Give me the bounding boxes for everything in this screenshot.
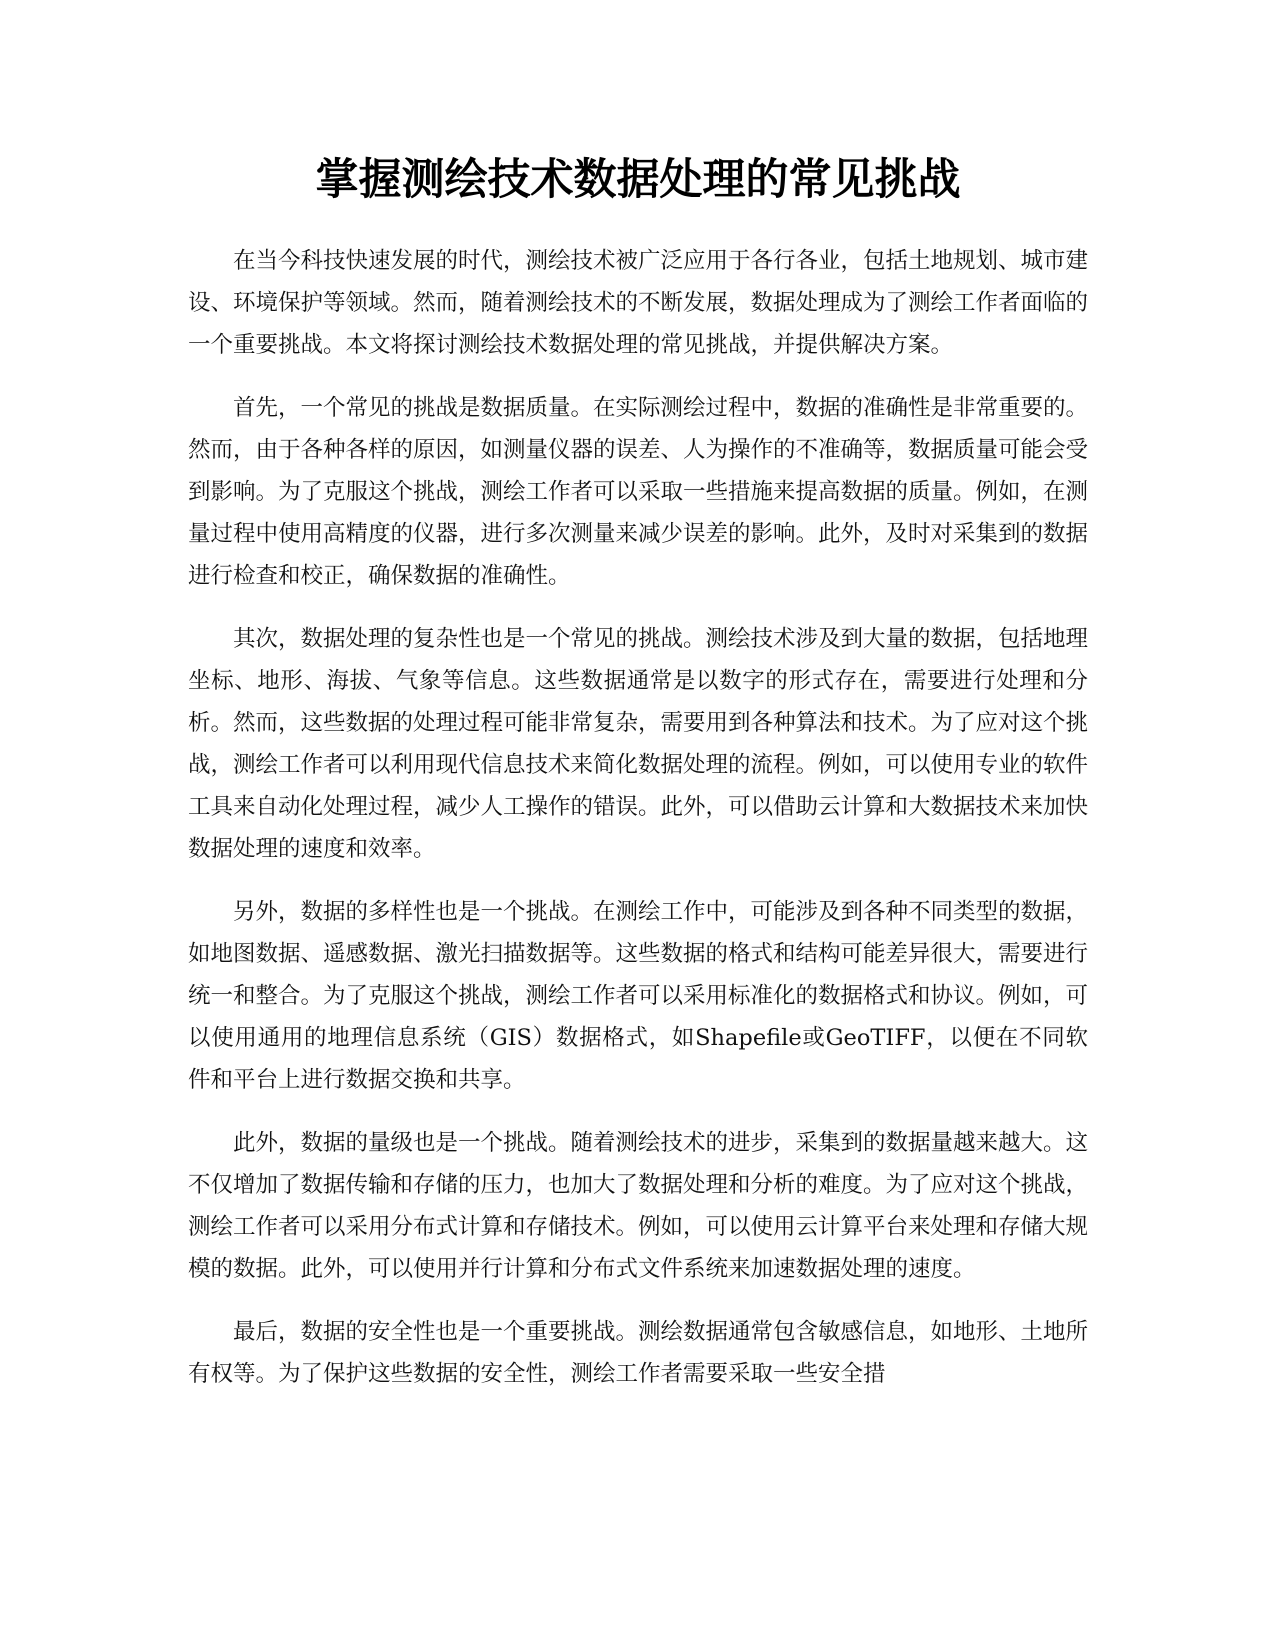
document-title: 掌握测绘技术数据处理的常见挑战: [315, 155, 961, 205]
document-body: [188, 240, 1088, 1416]
paragraph-2: 首先，一个常见的挑战是数据质量。在实际测绘过程中，数据的准确性是非常重要的。然而，由于各种各样的原因，如测量仪器的误差、人为操作的不准确等，数据质量可能会受到影响。为了克服这个挑战，测绘工作者可以采取一些措施来提高数据的质量。例如，在测量过程中使用高精度的仪器，进行多次测量来减少误差的影响。此外，及时对采集到的数据进行检查和校正，确保数据的准确性。: [188, 395, 1089, 589]
paragraph-5: 此外，数据的量级也是一个挑战。随着测绘技术的进步，采集到的数据量越来越大。这不仅增加了数据传输和存储的压力，也加大了数据处理和分析的难度。为了应对这个挑战，测绘工作者可以采用分布式计算和存储技术。例如，可以使用云计算平台来处理和存储大规模的数据。此外，可以使用并行计算和分布式文件系统来加速数据处理的速度。: [188, 1130, 1089, 1282]
paragraph-4: 另外，数据的多样性也是一个挑战。在测绘工作中，可能涉及到各种不同类型的数据，如地图数据、遥感数据、激光扫描数据等。这些数据的格式和结构可能差异很大，需要进行统一和整合。为了克服这个挑战，测绘工作者可以采用标准化的数据格式和协议。例如，可以使用通用的地理信息系统（GIS）数据格式，如Shapefile或GeoTIFF，以便在不同软件和平台上进行数据交换和共享。: [188, 899, 1089, 1093]
paragraph-6: 最后，数据的安全性也是一个重要挑战。测绘数据通常包含敏感信息，如地形、土地所有权等。为了保护这些数据的安全性，测绘工作者需要采取一些安全措: [188, 1319, 1089, 1387]
paragraph-3: 其次，数据处理的复杂性也是一个常见的挑战。测绘技术涉及到大量的数据，包括地理坐标、地形、海拔、气象等信息。这些数据通常是以数字的形式存在，需要进行处理和分析。然而，这些数据的处理过程可能非常复杂，需要用到各种算法和技术。为了应对这个挑战，测绘工作者可以利用现代信息技术来简化数据处理的流程。例如，可以使用专业的软件工具来自动化处理过程，减少人工操作的错误。此外，可以借助云计算和大数据技术来加快数据处理的速度和效率。: [188, 626, 1089, 862]
paragraph-1: 在当今科技快速发展的时代，测绘技术被广泛应用于各行各业，包括土地规划、城市建设、环境保护等领域。然而，随着测绘技术的不断发展，数据处理成为了测绘工作者面临的一个重要挑战。本文将探讨测绘技术数据处理的常见挑战，并提供解决方案。: [188, 248, 1089, 358]
